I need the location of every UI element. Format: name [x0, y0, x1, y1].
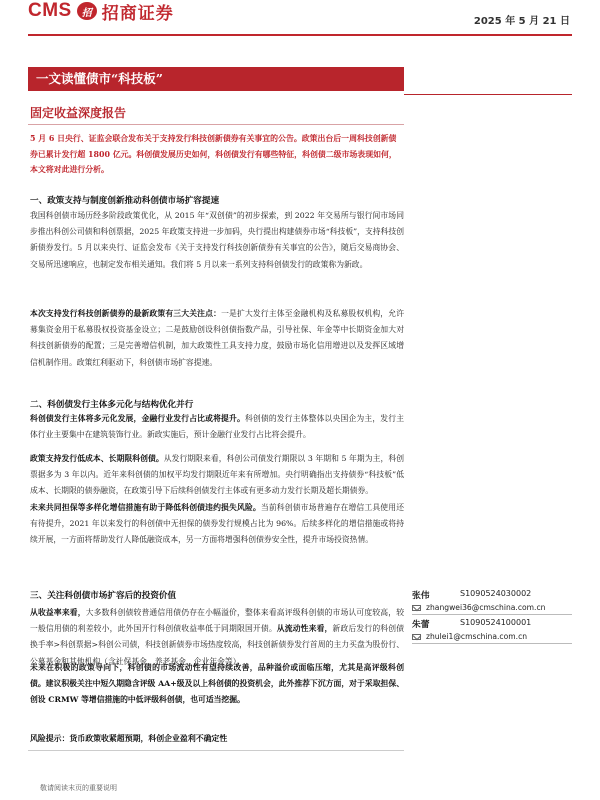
analyst-certificate: S1090524100001 — [460, 618, 532, 627]
para-body: 当前科创债市场普遍存在增信工具使用还有待提升，2021 年以来发行的科创债中无担保的债券发行规模占比为 96%。后续多样化的增信措施或将持续开展，一方面将帮助发行人降低融资成本，另一方面将增强科创债券安全性，提升市场投资热情。 — [30, 502, 405, 545]
banner-divider — [404, 94, 572, 95]
footer-divider — [28, 750, 404, 751]
mail-icon — [412, 634, 421, 640]
analyst-name: 张伟 — [412, 591, 430, 601]
report-subtitle: 固定收益深度报告 — [30, 106, 127, 120]
logo-badge-icon: 招 — [77, 2, 97, 20]
section-2-paragraph-2 — [30, 451, 404, 548]
section-heading-2: 二、科创债发行主体多元化与结构优化并行 — [30, 400, 194, 410]
report-summary: 5 月 6 日央行、证监会联合发布关于支持发行科技创新债券有关事宜的公告。政策出台后一周科技创新债券已累计发行超 1800 亿元。科创债发展历史如何，科创债发行有哪些特征，科创债二级市场表现如何，本文将对此进行分析。 — [30, 134, 397, 174]
section-1-paragraph-1: 我国科创债市场历经多阶段政策优化，从 2015 年“双创债”的初步探索，到 2022 年交易所与银行间市场同步推出科创公司债和科创票据，2025 年政策支持进一步加码，央行提出构建债券市场“科技板”，支持科技创新债券发行。5 月以来央行、证监会发布《关于支持发行科技创新债券有关事宜的公告》，随后交易商协会、交易所迅速响应，也制定发布相关通知。我们将 5 月以来一系列支持科创债发行的政策称为新政。 — [30, 211, 404, 269]
para-lead: 未来共同担保等多样化增信措施有助于降低科创债违约损失风险。 — [30, 502, 261, 512]
section-2-paragraph-1 — [30, 411, 404, 443]
analyst-certificate: S1090524030002 — [460, 589, 532, 598]
risk-warning: 风险提示：货币政策收紧超预期，科创企业盈利不确定性 — [30, 734, 228, 743]
analyst-divider — [412, 643, 572, 644]
para-lead: 从流动性来看， — [276, 624, 333, 634]
analyst-name: 朱蕾 — [412, 620, 430, 630]
para-body: 大多数科创债较普通信用债仍存在小幅溢价，整体来看高评级科创债的市场认可度较高，较一般信用债的利差较小，此外国开行科创债收益率低于同期限国开债。 — [30, 608, 405, 634]
subtitle-divider — [28, 124, 404, 125]
section-heading-3: 三、关注科创债市场扩容后的投资价值 — [30, 591, 177, 601]
para-lead: 政策支持发行低成本、长期限科创债。 — [30, 454, 164, 463]
analyst-email-text: zhangwei36@cmschina.com.cn — [426, 603, 546, 612]
mail-icon — [412, 605, 421, 611]
analyst-divider — [412, 614, 572, 615]
logo-text-en: CMS — [28, 0, 72, 21]
section-heading-1: 一、政策支持与制度创新推动科创债市场扩容提速 — [30, 196, 220, 206]
header-divider — [28, 34, 572, 36]
section-3-paragraph-2: 未来在积极的政策导向下，科创债的市场流动性有望持续改善，品种溢价或面临压缩，尤其是高评级科创债。建议积极关注中短久期隐含评级 AA+级及以上科创债的投资机会，此外推荐下沉方面，对于采取担保、创设 CRMW 等增信措施的中低评级科创债，也可适当挖掘。 — [30, 663, 404, 705]
para-lead: 本次支持发行科技创新债券的最新政策有三大关注点： — [30, 309, 222, 318]
report-date: 2025 年 5 月 21 日 — [473, 16, 570, 27]
analyst-email[interactable] — [412, 632, 527, 641]
footer-disclaimer: 敬请阅读末页的重要说明 — [40, 784, 117, 792]
para-lead: 科创债发行主体将多元化发展，金融行业发行占比或将提升。 — [30, 414, 245, 423]
para-body: 新政后发行的科创债换手率>科创票据>科创公司债，科技创新债券市场热度较高，科技创新债券发行首周的主力买盘为股份行、公募基金和其他机构（含社保基金、养老基金、企业年金等）。 — [30, 624, 405, 666]
company-logo — [28, 0, 174, 22]
analyst-email-text: zhulei1@cmschina.com.cn — [426, 632, 528, 641]
logo-text-cn: 招商证券 — [101, 3, 174, 24]
section-1-paragraph-2 — [30, 306, 404, 371]
report-title-banner: 一文读懂债市“科技板” — [28, 67, 404, 91]
para-body: 从发行期限来看，科创公司债发行期限以 3 年期和 5 年期为主，科创票据多为 3 年以内。近年来科创债的加权平均发行期限近年来有所增加。央行明确指出支持债券“科技板”低成本、长期限的债券融资，在政策引导下后续科创债发行主体或有更多动力发行长期及超长期债券。 — [30, 454, 404, 496]
analyst-email[interactable] — [412, 603, 545, 612]
para-body: 科创债的发行主体整体以央国企为主，发行主体行业主要集中在建筑装饰行业。新政实施后，预计金融行业发行占比将会提升。 — [30, 414, 405, 440]
para-body: 一是扩大发行主体至金融机构及私募股权机构，允许募集资金用于私募股权投资基金设立；二是鼓励创设科创债指数产品，引导社保、年金等中长期资金加大对科技创新债券的配置；三是完善增信机制，加大政策性工具支持力度，鼓励市场化信用增进以及发挥区域增信机制作用。政策红利驱动下，科创债市场扩容提速。 — [30, 309, 404, 367]
para-lead: 从收益率来看， — [30, 608, 86, 617]
